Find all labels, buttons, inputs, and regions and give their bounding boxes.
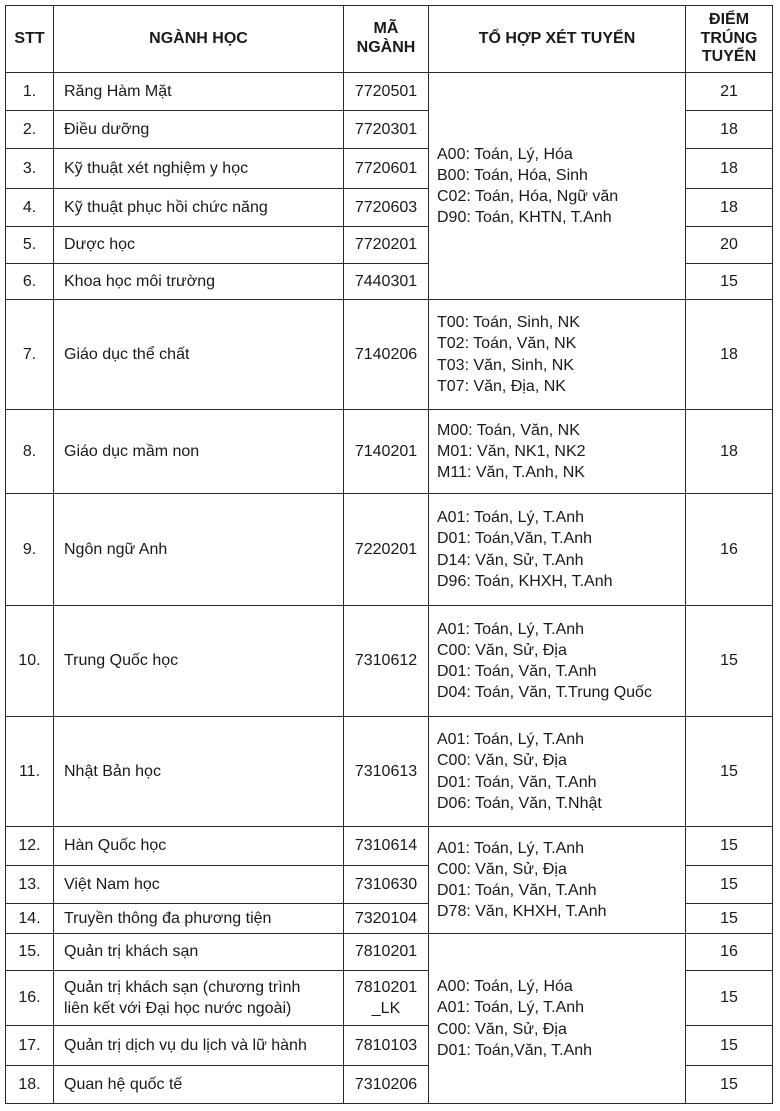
combo-line: T02: Toán, Văn, NK [437,335,577,353]
combo-line: D01: Toán, Văn, T.Anh [437,773,597,791]
row-stt: 8. [6,410,54,494]
table-row [6,410,773,494]
combo-line: M11: Văn, T.Anh, NK [437,464,585,482]
row-major: Kỹ thuật phục hồi chức năng [54,189,344,227]
combo-line: A01: Toán, Lý, T.Anh [437,509,585,527]
combo-line: D06: Toán, Văn, T.Nhật [437,794,602,812]
combo-line: D90: Toán, KHTN, T.Anh [437,209,612,227]
combo-line: D96: Toán, KHXH, T.Anh [437,572,613,590]
header-combo: TỔ HỢP XÉT TUYỂN [429,6,686,73]
admission-scores-table [5,5,773,1104]
row-score: 15 [686,717,773,827]
combo-line: B00: Toán, Hóa, Sinh [437,166,588,184]
combo-line: C00: Văn, Sử, Địa [437,641,567,659]
row-score: 15 [686,1066,773,1104]
row-score: 15 [686,606,773,717]
combo-line: D04: Toán, Văn, T.Trung Quốc [437,684,652,702]
row-score: 18 [686,149,773,189]
header-score [686,6,773,73]
row-code: 7310613 [344,717,429,827]
row-major [54,971,344,1026]
combo-line: A01: Toán, Lý, T.Anh [437,620,585,638]
row-major: Quản trị khách sạn [54,934,344,971]
row-score: 20 [686,227,773,264]
combo-line: A00: Toán, Lý, Hóa [437,978,573,996]
row-score: 15 [686,1026,773,1066]
row-major: Giáo dục thể chất [54,300,344,410]
combo-line: C02: Toán, Hóa, Ngữ văn [437,188,619,205]
row-major: Quản trị dịch vụ du lịch và lữ hành [54,1026,344,1066]
table-row [6,827,773,866]
header-score-line1: ĐIỂM [709,10,750,28]
table-row [6,717,773,827]
row-code [344,971,429,1026]
row-major: Truyền thông đa phương tiện [54,904,344,934]
row-major: Nhật Bản học [54,717,344,827]
row-code: 7320104 [344,904,429,934]
combo-line: A01: Toán, Lý, T.Anh [437,731,585,749]
row-code-line1: 7810201 [354,978,418,996]
row-stt: 7. [6,300,54,410]
row-code: 7140201 [344,410,429,494]
combo-cell-korean-group [429,827,686,934]
row-code: 7310614 [344,827,429,866]
row-major: Giáo dục mầm non [54,410,344,494]
row-major: Răng Hàm Mặt [54,73,344,111]
row-code: 7720501 [344,73,429,111]
combo-line: M00: Toán, Văn, NK [437,421,580,439]
row-code: 7140206 [344,300,429,410]
row-stt: 9. [6,494,54,606]
row-code: 7810103 [344,1026,429,1066]
row-stt: 2. [6,111,54,149]
row-major-line2: liên kết với Đại học nước ngoài) [64,1000,292,1017]
combo-line: D01: Toán,Văn, T.Anh [437,530,593,548]
row-stt: 13. [6,866,54,904]
row-stt: 4. [6,189,54,227]
row-score: 18 [686,300,773,410]
combo-cell-english [429,494,686,606]
table-row [6,494,773,606]
row-stt: 5. [6,227,54,264]
row-score: 15 [686,827,773,866]
row-code: 7220201 [344,494,429,606]
row-score: 21 [686,73,773,111]
combo-line: D01: Toán, Văn, T.Anh [437,882,597,899]
row-code: 7810201 [344,934,429,971]
combo-cell-health [429,73,686,300]
combo-cell-sport [429,300,686,410]
row-major: Trung Quốc học [54,606,344,717]
row-code: 7720201 [344,227,429,264]
table-row [6,934,773,971]
table-row [6,300,773,410]
combo-line: C00: Văn, Sử, Địa [437,752,567,770]
row-stt: 10. [6,606,54,717]
row-stt: 18. [6,1066,54,1104]
header-code-line1: MÃ [373,20,399,38]
row-code: 7310612 [344,606,429,717]
row-score: 15 [686,971,773,1026]
header-score-line2: TRÚNG [700,29,758,47]
row-score: 18 [686,410,773,494]
combo-line: A00: Toán, Lý, Hóa [437,145,573,163]
row-major: Hàn Quốc học [54,827,344,866]
combo-cell-tourism-group [429,934,686,1104]
row-code: 7720603 [344,189,429,227]
combo-line: T00: Toán, Sinh, NK [437,314,580,332]
row-major: Ngôn ngữ Anh [54,494,344,606]
row-score: 16 [686,494,773,606]
row-score: 15 [686,904,773,934]
combo-line: D78: Văn, KHXH, T.Anh [437,903,607,921]
table-row [6,606,773,717]
combo-line: D14: Văn, Sử, T.Anh [437,551,584,569]
combo-cell-preschool [429,410,686,494]
row-stt: 11. [6,717,54,827]
row-stt: 1. [6,73,54,111]
combo-line: T03: Văn, Sinh, NK [437,356,574,374]
combo-line: M01: Văn, NK1, NK2 [437,442,586,460]
combo-line: C00: Văn, Sử, Địa [437,860,567,878]
row-stt: 16. [6,971,54,1026]
row-stt: 17. [6,1026,54,1066]
combo-line: A01: Toán, Lý, T.Anh [437,999,585,1017]
combo-line: C00: Văn, Sử, Địa [437,1020,567,1038]
header-row [6,6,773,73]
row-code: 7310206 [344,1066,429,1104]
row-stt: 14. [6,904,54,934]
row-code: 7440301 [344,264,429,300]
row-score: 16 [686,934,773,971]
row-stt: 15. [6,934,54,971]
row-major: Khoa học môi trường [54,264,344,300]
row-major-line1: Quản trị khách sạn (chương trình [64,978,301,996]
combo-line: T07: Văn, Địa, NK [437,377,566,395]
combo-line: D01: Toán,Văn, T.Anh [437,1041,593,1059]
row-score: 18 [686,111,773,149]
row-stt: 3. [6,149,54,189]
row-score: 18 [686,189,773,227]
header-code-line2: NGÀNH [356,39,416,56]
row-code-line2: _LK [371,1000,401,1017]
combo-cell-japanese [429,717,686,827]
combo-cell-chinese [429,606,686,717]
row-score: 15 [686,264,773,300]
row-code: 7720301 [344,111,429,149]
header-code [344,6,429,73]
row-score: 15 [686,866,773,904]
header-name: NGÀNH HỌC [54,6,344,73]
row-stt: 6. [6,264,54,300]
row-code: 7310630 [344,866,429,904]
table-row [6,73,773,111]
row-major: Điều dưỡng [54,111,344,149]
row-stt: 12. [6,827,54,866]
combo-line: A01: Toán, Lý, T.Anh [437,839,585,857]
combo-line: D01: Toán, Văn, T.Anh [437,663,597,680]
row-major: Quan hệ quốc tế [54,1066,344,1104]
header-score-line3: TUYỂN [701,48,757,66]
row-major: Việt Nam học [54,866,344,904]
row-code: 7720601 [344,149,429,189]
header-stt: STT [6,6,54,73]
row-major: Kỹ thuật xét nghiệm y học [54,149,344,189]
row-major: Dược học [54,227,344,264]
